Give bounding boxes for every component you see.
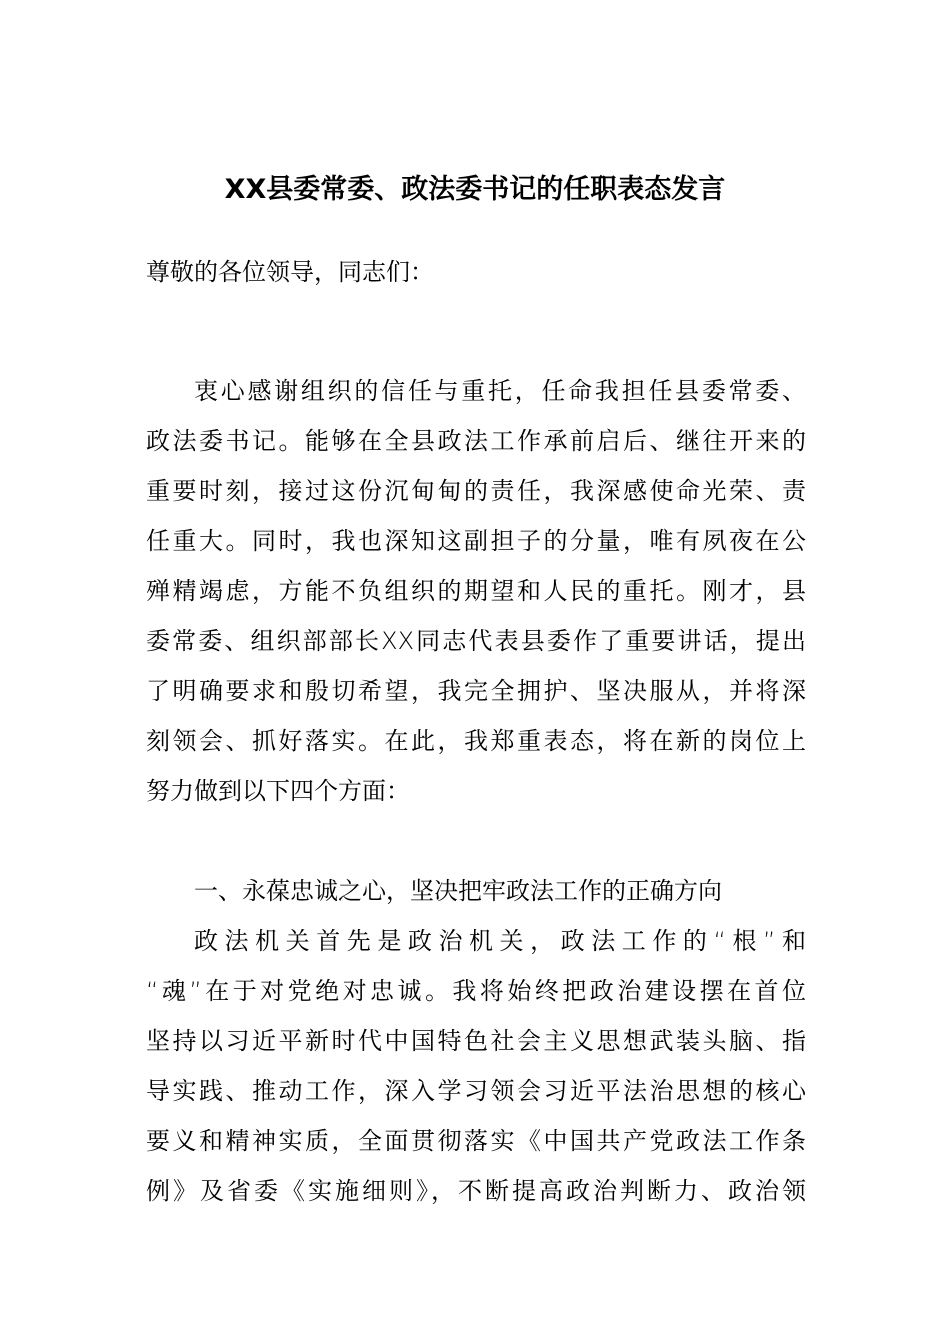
paragraph-line: 要义和精神实质，全面贯彻落实《中国共产党政法工作条 <box>146 1127 806 1155</box>
paragraph-line: 努力做到以下四个方面： <box>146 777 410 805</box>
paragraph-line: 殚精竭虑，方能不负组织的期望和人民的重托。刚才，县 <box>146 577 806 605</box>
document-title: XX县委常委、政法委书记的任职表态发言 <box>224 174 726 205</box>
paragraph-line: 衷心感谢组织的信任与重托，任命我担任县委常委、 <box>194 377 806 405</box>
paragraph-line: 坚持以习近平新时代中国特色社会主义思想武装头脑、指 <box>146 1027 806 1055</box>
section-heading: 一、永葆忠诚之心，坚决把牢政法工作的正确方向 <box>194 877 722 905</box>
paragraph-line: 政法机关首先是政治机关，政法工作的“根”和 <box>194 927 806 955</box>
paragraph-line: 了明确要求和殷切希望，我完全拥护、坚决服从，并将深 <box>146 677 806 705</box>
greeting: 尊敬的各位领导，同志们： <box>146 258 434 286</box>
paragraph-line: 例》及省委《实施细则》，不断提高政治判断力、政治领 <box>146 1177 806 1205</box>
paragraph-line: 导实践、推动工作，深入学习领会习近平法治思想的核心 <box>146 1077 806 1105</box>
paragraph-line: “魂”在于对党绝对忠诚。我将始终把政治建设摆在首位 <box>146 977 806 1005</box>
paragraph-line: 重要时刻，接过这份沉甸甸的责任，我深感使命光荣、责 <box>146 477 806 505</box>
paragraph-line: 刻领会、抓好落实。在此，我郑重表态，将在新的岗位上 <box>146 727 806 755</box>
paragraph-line: 任重大。同时，我也深知这副担子的分量，唯有夙夜在公 <box>146 527 806 555</box>
paragraph-line: 政法委书记。能够在全县政法工作承前启后、继往开来的 <box>146 427 806 455</box>
paragraph-line: 委常委、组织部部长XX同志代表县委作了重要讲话，提出 <box>146 627 806 655</box>
